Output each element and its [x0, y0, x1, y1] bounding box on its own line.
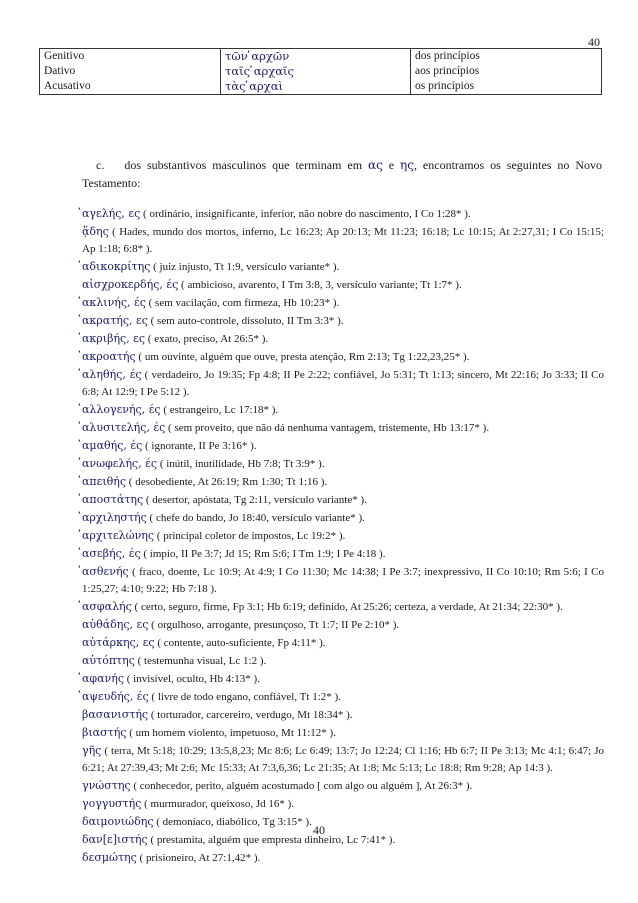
- vocabulary-entry: [82, 849, 604, 867]
- vocabulary-entry: [82, 670, 604, 688]
- greek-word: ̓αρχιληστής: [82, 511, 147, 524]
- definition: ( certo, seguro, firme, Fp 3:1; Hb 6:19; definido, At 25:26; certeza, a verdade, At 21:34; 22:30* ).: [131, 601, 563, 613]
- section-label: c.: [96, 158, 105, 172]
- vocabulary-list: [82, 205, 604, 867]
- vocabulary-entry: [82, 205, 604, 223]
- greek-word: γογγυστής: [82, 797, 142, 810]
- case-name: Genitivo: [44, 50, 85, 62]
- vocabulary-entry: [82, 706, 604, 724]
- definition: ( estrangeiro, Lc 17:18* ).: [160, 404, 279, 416]
- greek-word: ̓αγελής, ες: [82, 207, 141, 220]
- vocabulary-entry: [82, 634, 604, 652]
- case-name: Acusativo: [44, 80, 91, 92]
- vocabulary-entry: [82, 330, 604, 348]
- vocabulary-entry: [82, 348, 604, 366]
- definition: ( terra, Mt 5:18; 10:29; 13:5,8,23; Mc 8:6; Lc 6:49; 13:7; Jo 12:24; Cl 1:16; Hb 6:7; II Pe 3:13; Mc 4:1; 6:47; Jo 6:21; At 27:39,43; Mt 2:6; Mc 15:33; At 7:3,6,36; Lc 21:35; At 1:8; Mc 5:13; Lc 18:8; Rm 9:28; Ap 14:3 ).: [82, 745, 604, 774]
- vocabulary-entry: [82, 401, 604, 419]
- page-number-top: 40: [588, 35, 600, 49]
- vocabulary-entry: [82, 652, 604, 670]
- definition: ( fraco, doente, Lc 10:9; At 4:9; I Co 11:30; Mc 14:38; I Pe 3:7; inexpressivo, II Co 10:10; Rm 5:6; I Co 1:25,27; 4:10; 9:22; Hb 7:18 ).: [82, 566, 604, 595]
- translation: aos princípios: [415, 65, 480, 77]
- vocabulary-entry: [82, 366, 604, 401]
- greek-word: αὐτάρκης, ες: [82, 636, 155, 649]
- definition: ( torturador, carcereiro, verdugo, Mt 18:34* ).: [148, 709, 353, 721]
- definition: ( ambicioso, avarento, I Tm 3:8, 3, versículo variante; Tt 1:7* ).: [178, 279, 462, 291]
- definition: ( testemunha visual, Lc 1:2 ).: [134, 655, 267, 667]
- vocabulary-entry: [82, 563, 604, 598]
- translation-column: [411, 49, 602, 95]
- case-column: [40, 49, 221, 95]
- definition: ( um ouvinte, alguém que ouve, presta atenção, Rm 2:13; Tg 1:22,23,25* ).: [135, 351, 470, 363]
- vocabulary-entry: [82, 742, 604, 777]
- greek-form: τὰς ̓αρχαὶ: [225, 79, 283, 93]
- declension-table-row: [40, 49, 602, 95]
- greek-form: τῶν ̓αρχῶν: [225, 49, 290, 63]
- intro-paragraph: [82, 156, 602, 192]
- greek-word: βασανιστής: [82, 708, 149, 721]
- greek-word: ̓ακρατής, ες: [82, 314, 148, 327]
- greek-word: δαν[ε]ιστής: [82, 833, 148, 846]
- greek-word: αὐτόπτης: [82, 654, 135, 667]
- greek-word: δεσμώτης: [82, 851, 137, 864]
- definition: ( ignorante, II Pe 3:16* ).: [142, 440, 257, 452]
- definition: ( sem proveito, que não dá nenhuma vantagem, tristemente, Hb 13:17* ).: [165, 422, 490, 434]
- definition: ( verdadeiro, Jo 19:35; Fp 4:8; II Pe 2:22; confiável, Jo 5:31; Tt 1:13; sincero, Mt 22:16; Jo 3:33; II Co 6:8; At 12:9; I Pe 5:12 ).: [82, 369, 605, 398]
- definition: ( sem auto-controle, dissoluto, II Tm 3:3* ).: [147, 315, 344, 327]
- definition: ( juiz injusto, Tt 1:9, versículo variante* ).: [150, 261, 340, 273]
- definition: ( orgulhoso, arrogante, presunçoso, Tt 1:7; II Pe 2:10* ).: [148, 619, 400, 631]
- vocabulary-entry: [82, 276, 604, 294]
- greek-word: αἰσχροκερδής, ές: [82, 278, 179, 291]
- intro-conjunction: e: [388, 158, 395, 172]
- definition: ( prisioneiro, At 27:1,42* ).: [136, 852, 261, 864]
- greek-word: αὐθάδης, ες: [82, 618, 149, 631]
- vocabulary-entry: [82, 223, 604, 258]
- vocabulary-entry: [82, 294, 604, 312]
- vocabulary-entry: [82, 795, 604, 813]
- definition: ( sem vacilação, com firmeza, Hb 10:23* ).: [145, 297, 340, 309]
- definition: ( inútil, inutilidade, Hb 7:8; Tt 3:9* ).: [157, 458, 325, 470]
- case-name: Dativo: [44, 65, 76, 77]
- greek-form-column: [221, 49, 411, 95]
- greek-word: δαιμονιώδης: [82, 815, 154, 828]
- definition: ( contente, auto-suficiente, Fp 4:11* ).: [154, 637, 326, 649]
- definition: ( desertor, apóstata, Tg 2:11, versículo variante* ).: [143, 494, 367, 506]
- definition: ( Hades, mundo dos mortos, inferno, Lc 16:23; Ap 20:13; Mt 11:23; 16:18; Lc 10:15; At 2:27,31; I Co 15:15; Ap 1:18; 6:8* ).: [82, 226, 604, 255]
- greek-word: γῆς: [82, 744, 102, 757]
- definition: ( principal coletor de impostos, Lc 19:2* ).: [154, 530, 346, 542]
- vocabulary-entry: [82, 724, 604, 742]
- definition: ( invisível, oculto, Hb 4:13* ).: [124, 673, 260, 685]
- vocabulary-entry: [82, 545, 604, 563]
- greek-word: ̓αλλογενής, ές: [82, 403, 161, 416]
- greek-word: βιαστής: [82, 726, 127, 739]
- page-number-bottom: 40: [313, 823, 325, 837]
- greek-word: ̓ασφαλής: [82, 600, 132, 613]
- greek-word: ̓ακλινής, ές: [82, 296, 146, 309]
- definition: ( livre de todo engano, confiável, Tt 1:2* ).: [148, 691, 341, 703]
- greek-word: ̓αδικοκρίτης: [82, 260, 151, 273]
- vocabulary-entry: [82, 509, 604, 527]
- greek-word: ̓απειθής: [82, 475, 127, 488]
- vocabulary-entry: [82, 527, 604, 545]
- definition: ( exato, preciso, At 26:5* ).: [145, 333, 269, 345]
- definition: ( prestamita, alguém que empresta dinheiro, Lc 7:41* ).: [147, 834, 396, 846]
- definition: ( demoníaco, diabólico, Tg 3:15* ).: [153, 816, 312, 828]
- definition: ( ímpio, II Pe 3:7; Jd 15; Rm 5:6; I Tm 1:9; I Pe 4:18 ).: [140, 548, 386, 560]
- vocabulary-entry: [82, 455, 604, 473]
- vocabulary-entry: [82, 437, 604, 455]
- definition: ( desobediente, At 26:19; Rm 1:30; Tt 1:16 ).: [126, 476, 328, 488]
- greek-word: ̓αψευδής, ές: [82, 690, 149, 703]
- greek-word: ̓αρχιτελώνης: [82, 529, 155, 542]
- greek-word: ̓αληθής, ές: [82, 368, 142, 381]
- greek-word: ᾅδης: [82, 225, 109, 238]
- definition: ( murmurador, queixoso, Jd 16* ).: [141, 798, 295, 810]
- greek-word: ̓ανωφελής, ές: [82, 457, 158, 470]
- greek-word: ̓αποστάτης: [82, 493, 144, 506]
- greek-ending: ης: [400, 158, 414, 172]
- vocabulary-entry: [82, 473, 604, 491]
- declension-table: [39, 48, 602, 95]
- vocabulary-entry: [82, 419, 604, 437]
- greek-word: ̓ακροατής: [82, 350, 136, 363]
- vocabulary-entry: [82, 688, 604, 706]
- greek-word: ̓ασθενής: [82, 565, 129, 578]
- greek-word: ̓αλυσιτελής, ές: [82, 421, 166, 434]
- definition: ( conhecedor, perito, alguém acostumado [ com algo ou alguém ], At 26:3* ).: [130, 780, 473, 792]
- greek-word: ̓αφανής: [82, 672, 124, 685]
- definition: ( chefe do bando, Jo 18:40, versículo variante* ).: [146, 512, 365, 524]
- greek-word: γνώστης: [82, 779, 131, 792]
- definition: ( um homem violento, impetuoso, Mt 11:12* ).: [126, 727, 336, 739]
- intro-text: dos substantivos masculinos que terminam em: [124, 158, 363, 172]
- translation: dos princípios: [415, 50, 480, 62]
- vocabulary-entry: [82, 598, 604, 616]
- greek-word: ̓ακριβής, ες: [82, 332, 146, 345]
- vocabulary-entry: [82, 258, 604, 276]
- vocabulary-entry: [82, 312, 604, 330]
- greek-form: ταῖς ̓αρχαῖς: [225, 64, 294, 78]
- translation: os princípios: [415, 80, 475, 92]
- intro-text: , encontramos os seguintes no Novo Testamento:: [82, 158, 603, 190]
- vocabulary-entry: [82, 777, 604, 795]
- greek-word: ̓αμαθής, ές: [82, 439, 143, 452]
- vocabulary-entry: [82, 491, 604, 509]
- greek-word: ̓ασεβής, ές: [82, 547, 141, 560]
- vocabulary-entry: [82, 616, 604, 634]
- definition: ( ordinário, insignificante, inferior, não nobre do nascimento, I Co 1:28* ).: [140, 208, 471, 220]
- greek-ending: ας: [367, 158, 383, 172]
